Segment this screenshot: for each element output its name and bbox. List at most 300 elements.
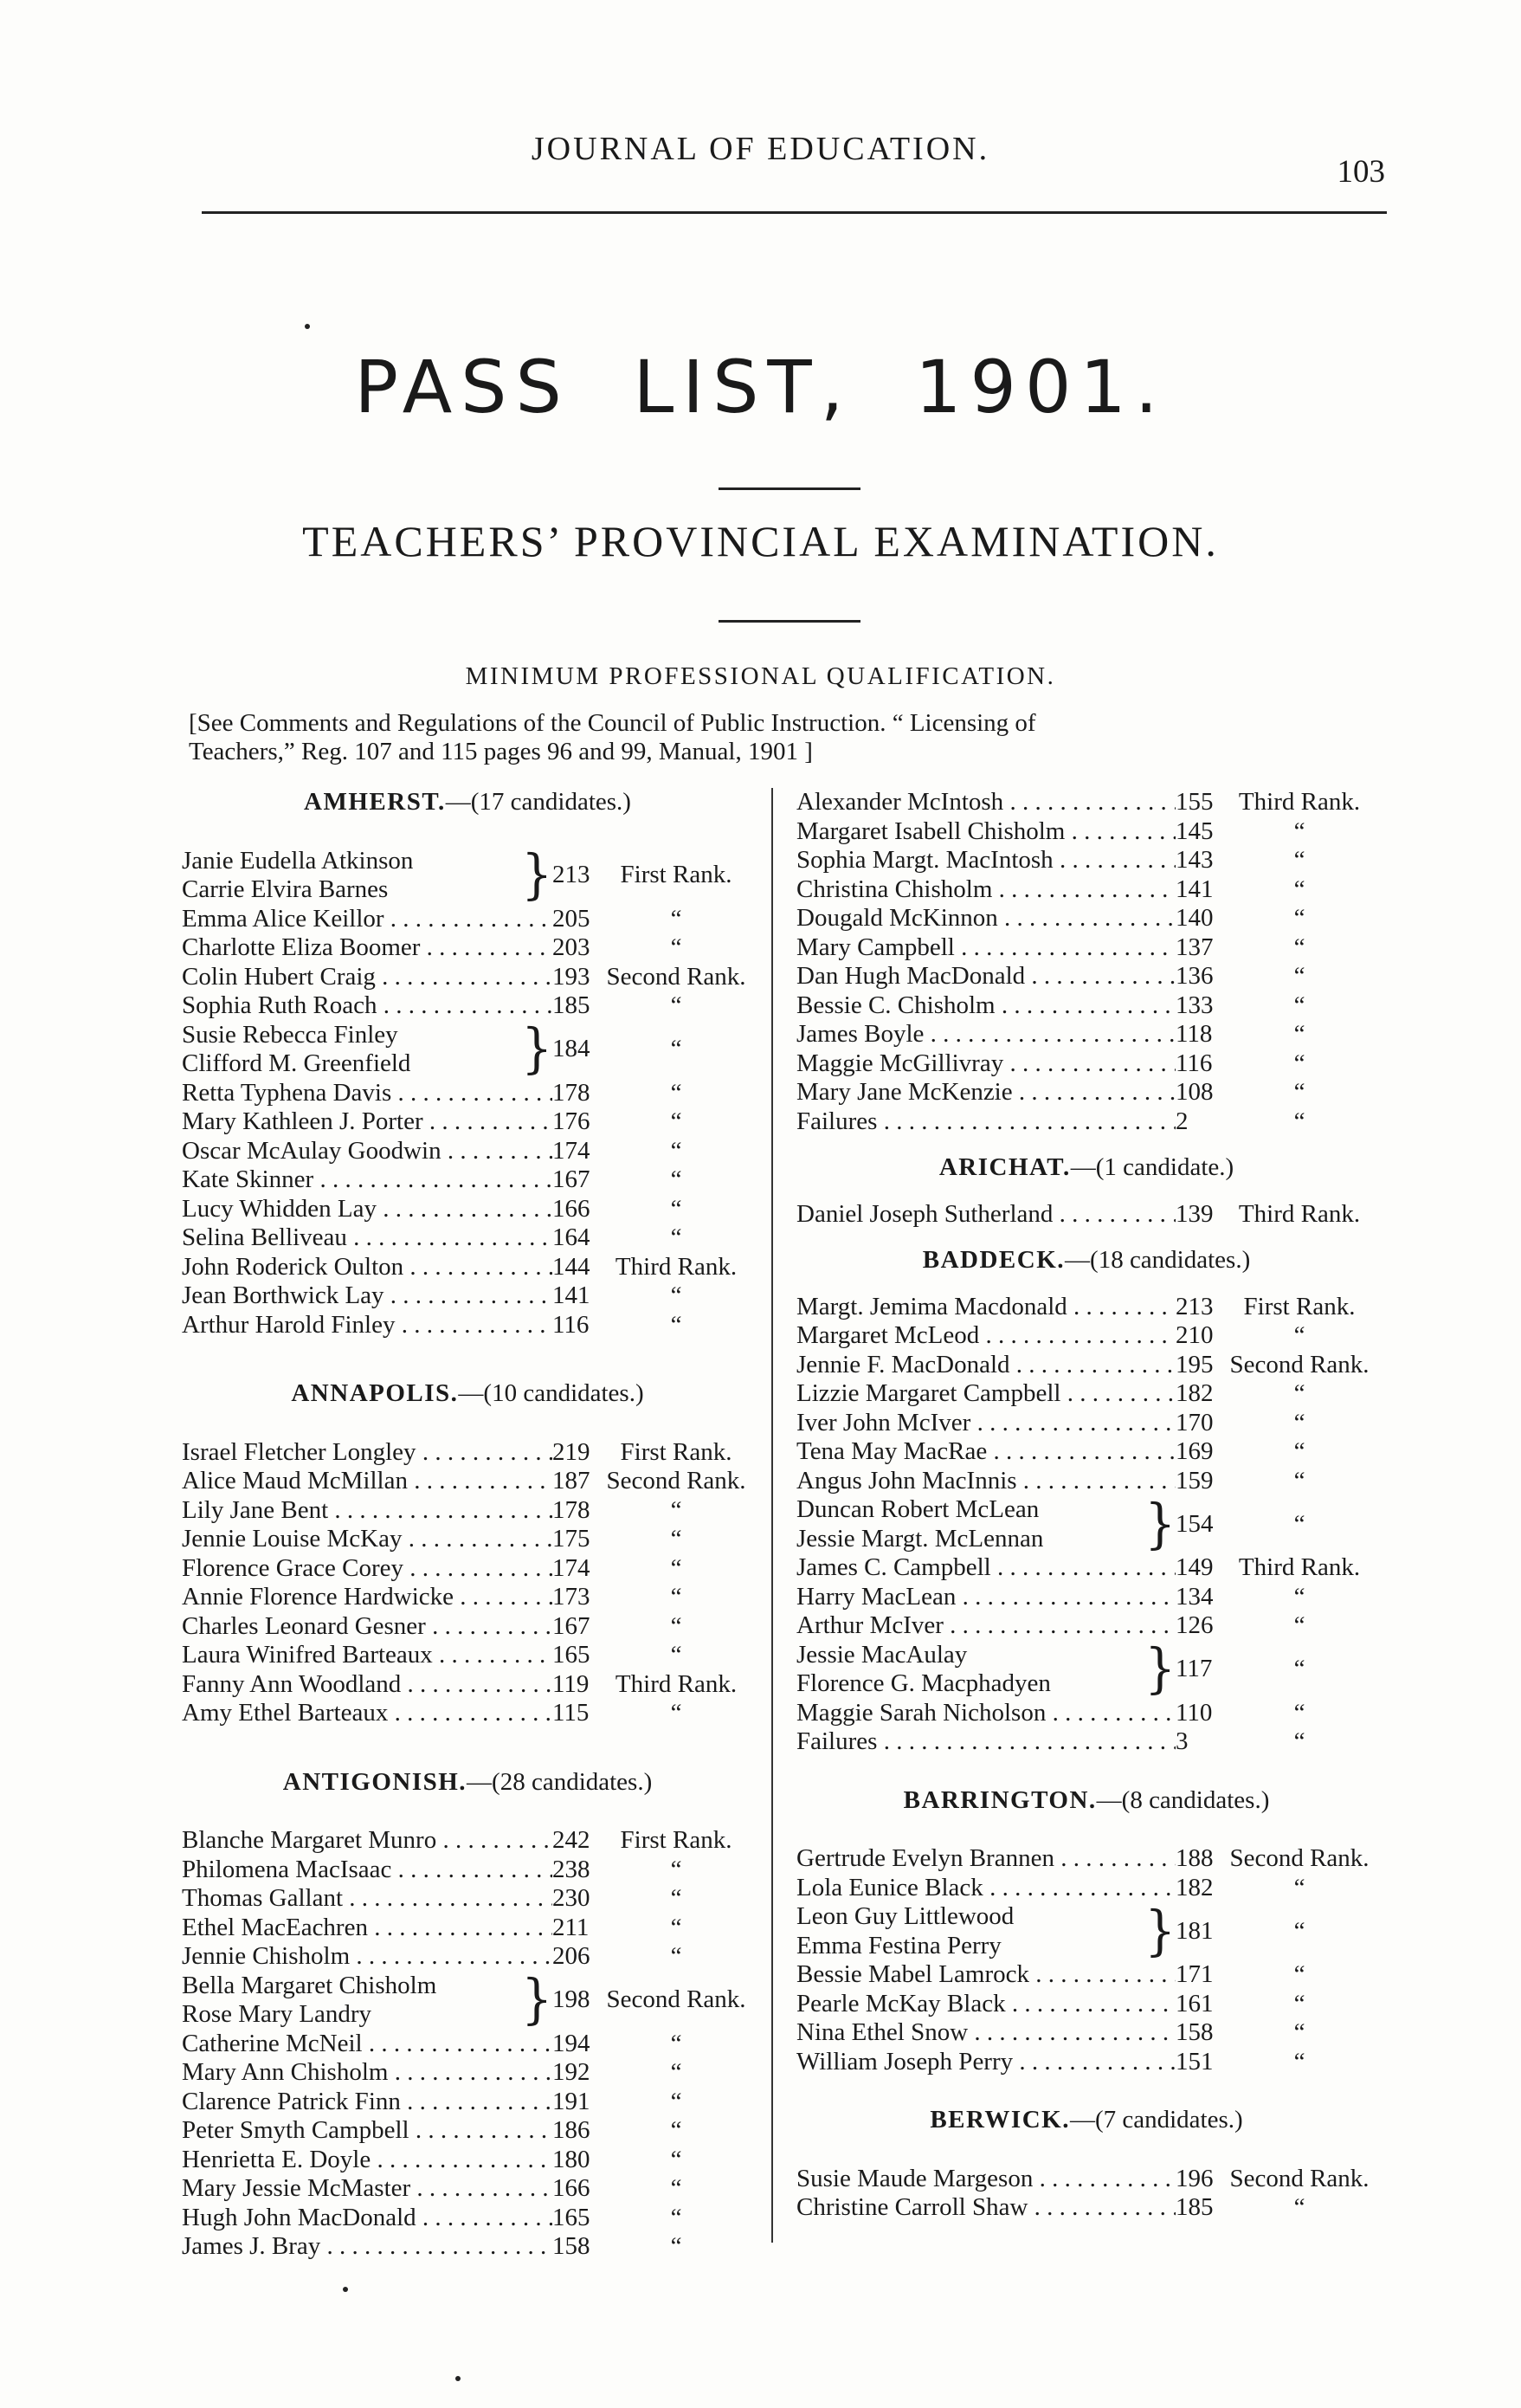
- rank: “: [670, 1136, 682, 1165]
- candidate-row: [182, 1107, 753, 1137]
- candidate-name: Arthur McIver . . .: [796, 1611, 1176, 1641]
- rank: “: [1293, 2047, 1305, 2076]
- score: 238: [552, 1855, 590, 1883]
- score: 117: [1176, 1655, 1213, 1683]
- score: 175: [552, 1525, 590, 1553]
- candidate-name: Lucy Whidden Lay . . .: [182, 1195, 552, 1224]
- candidate-name: Iver John McIver . . .: [796, 1409, 1176, 1438]
- district-count: —(8 candidates.): [1096, 1785, 1270, 1814]
- district-name: BADDECK.: [922, 1246, 1066, 1274]
- score: 116: [552, 1310, 590, 1339]
- rank: “: [670, 1310, 682, 1339]
- rank: “: [1293, 1916, 1305, 1945]
- candidate-name: Christina Chisholm . . .: [796, 875, 1176, 905]
- candidate-name: Harry MacLean . . .: [796, 1583, 1176, 1612]
- score: 134: [1176, 1582, 1214, 1611]
- candidate-name: Bessie C. Chisholm . . .: [796, 991, 1176, 1021]
- candidate-row: [182, 1914, 753, 1943]
- rank: “: [670, 2174, 682, 2202]
- district-heading-annapolis: [182, 1379, 753, 1409]
- candidate-name: Florence Grace Corey . . .: [182, 1554, 552, 1584]
- candidate-row: [796, 962, 1376, 991]
- failures-label: Failures . . .: [796, 1107, 1176, 1137]
- rank: “: [670, 2116, 682, 2144]
- rank: “: [1293, 875, 1305, 903]
- candidate-name: Amy Ethel Barteaux . . .: [182, 1699, 552, 1728]
- rank: Second Rank.: [606, 1985, 746, 2014]
- score: 151: [1176, 2047, 1214, 2076]
- rank: “: [670, 1223, 682, 1251]
- rank: “: [670, 1165, 682, 1193]
- candidate-name: Bessie Mabel Lamrock . . .: [796, 1960, 1176, 1990]
- candidate-name: Leon Guy Littlewood: [796, 1902, 1015, 1930]
- score: 185: [552, 991, 590, 1019]
- candidate-row: [796, 1467, 1376, 1496]
- score: 164: [552, 1223, 590, 1251]
- rank: “: [1293, 1078, 1305, 1106]
- candidate-row: [796, 2193, 1376, 2223]
- candidate-row: [182, 1079, 753, 1108]
- candidate-row: [182, 933, 753, 963]
- rank: “: [1293, 1379, 1305, 1407]
- candidate-name: Sophia Margt. MacIntosh . . .: [796, 846, 1176, 875]
- print-speck: [305, 324, 310, 329]
- rank: “: [1293, 1466, 1305, 1495]
- score: 118: [1176, 1020, 1213, 1048]
- candidate-name: Annie Florence Hardwicke . . .: [182, 1583, 552, 1612]
- rank: “: [670, 1035, 682, 1063]
- district-heading-berwick: [796, 2106, 1376, 2135]
- candidate-row: [182, 1856, 753, 1885]
- candidate-name: Lily Jane Bent . . .: [182, 1496, 552, 1526]
- candidate-row: [796, 1583, 1376, 1612]
- score: 145: [1176, 817, 1214, 845]
- candidate-name: James Boyle . . .: [796, 1020, 1176, 1049]
- district-heading-antigonish: [182, 1768, 753, 1798]
- candidate-row: [182, 2088, 753, 2117]
- candidate-name: Dan Hugh MacDonald . . .: [796, 962, 1176, 991]
- candidate-row: [182, 1612, 753, 1642]
- rank: “: [1293, 1437, 1305, 1465]
- rank: “: [1293, 1960, 1305, 1988]
- candidate-name: Susie Maude Margeson . . .: [796, 2165, 1176, 2194]
- rank: “: [670, 2029, 682, 2057]
- rank: “: [670, 1525, 682, 1553]
- rank: “: [1293, 1408, 1305, 1436]
- rank: “: [670, 2058, 682, 2086]
- score: 178: [552, 1495, 590, 1524]
- rank: Second Rank.: [606, 962, 746, 991]
- rank: First Rank.: [620, 1826, 732, 1854]
- tied-entry: [182, 1017, 753, 1081]
- candidate-name: Gertrude Evelyn Brannen . . .: [796, 1844, 1176, 1874]
- candidate-name: Henrietta E. Doyle . . .: [182, 2146, 552, 2175]
- rank: “: [670, 1495, 682, 1524]
- candidate-row: [796, 1078, 1376, 1107]
- tied-entry: [182, 843, 753, 907]
- candidate-name: William Joseph Perry . . .: [796, 2048, 1176, 2077]
- candidate-row: [182, 2204, 753, 2233]
- score: 173: [552, 1583, 590, 1611]
- rank: “: [670, 904, 682, 933]
- candidate-name: Clarence Patrick Finn . . .: [182, 2088, 552, 2117]
- failures-label: Failures . . .: [796, 1727, 1176, 1757]
- rank: Third Rank.: [615, 1669, 738, 1698]
- candidate-name: Arthur Harold Finley . . .: [182, 1311, 552, 1340]
- rank: “: [670, 933, 682, 961]
- column-divider: [771, 788, 773, 2243]
- candidate-name: Susie Rebecca Finley: [182, 1020, 398, 1049]
- candidate-name: Charlotte Eliza Boomer . . .: [182, 933, 552, 963]
- left-column: [182, 788, 753, 2262]
- score: 141: [552, 1281, 590, 1309]
- district-count: —(10 candidates.): [458, 1379, 644, 1407]
- candidate-row: [182, 1583, 753, 1612]
- candidate-name: Florence G. Macphadyen: [796, 1669, 1051, 1697]
- candidate-name: Jessie MacAulay: [796, 1640, 968, 1669]
- brace-icon: }: [521, 1968, 552, 2031]
- candidate-row: [182, 905, 753, 934]
- candidate-row: [796, 1379, 1376, 1409]
- rank: “: [1293, 1655, 1305, 1683]
- score: 110: [1176, 1698, 1213, 1727]
- district-name: ANTIGONISH.: [282, 1767, 467, 1796]
- score: 184: [552, 1035, 590, 1063]
- failures-count: 3: [1176, 1727, 1189, 1755]
- rank: First Rank.: [620, 861, 732, 889]
- candidate-row: [182, 1942, 753, 1972]
- candidate-row: [796, 1960, 1376, 1990]
- candidate-row: [796, 1437, 1376, 1467]
- score: 165: [552, 2203, 590, 2231]
- score: 194: [552, 2029, 590, 2057]
- candidate-row: [182, 1195, 753, 1224]
- score: 213: [1176, 1292, 1214, 1320]
- candidate-row: [182, 1496, 753, 1526]
- candidate-name: Kate Skinner . . .: [182, 1165, 552, 1195]
- rank: “: [1293, 991, 1305, 1019]
- district-name: AMHERST.: [304, 788, 446, 816]
- score: 108: [1176, 1078, 1214, 1106]
- rank: Second Rank.: [1229, 2164, 1370, 2192]
- score: 174: [552, 1136, 590, 1165]
- candidate-row: [796, 1699, 1376, 1728]
- candidate-row: [182, 2146, 753, 2175]
- candidate-row: [796, 2018, 1376, 2048]
- candidate-name: Pearle McKay Black . . .: [796, 1990, 1176, 2019]
- candidate-name: Sophia Ruth Roach . . .: [182, 991, 552, 1021]
- district-count: —(17 candidates.): [445, 788, 631, 816]
- score: 174: [552, 1553, 590, 1582]
- rank: “: [1293, 1107, 1305, 1135]
- candidate-row: [182, 1165, 753, 1195]
- candidate-name: Daniel Joseph Sutherland . . .: [796, 1200, 1176, 1230]
- score: 140: [1176, 904, 1214, 932]
- brace-icon: }: [1144, 1493, 1176, 1555]
- rank: Second Rank.: [606, 1467, 746, 1495]
- candidate-name: Jean Borthwick Lay . . .: [182, 1281, 552, 1311]
- rank: “: [1293, 1727, 1305, 1755]
- district-heading-amherst: [182, 788, 753, 817]
- rank: “: [1293, 1509, 1305, 1538]
- title-rule: [719, 487, 860, 490]
- score: 187: [552, 1467, 590, 1495]
- candidate-row: [182, 1223, 753, 1253]
- candidate-row: [182, 2030, 753, 2059]
- score: 185: [1176, 2193, 1214, 2221]
- score: 191: [552, 2087, 590, 2115]
- candidate-name: Laura Winifred Barteaux . . .: [182, 1641, 552, 1670]
- candidate-name: Mary Campbell . . .: [796, 933, 1176, 963]
- rank: “: [1293, 1020, 1305, 1048]
- rank: “: [1293, 1698, 1305, 1727]
- candidate-row: [182, 1525, 753, 1554]
- rank: “: [1293, 2018, 1305, 2046]
- score: 144: [552, 1252, 590, 1281]
- subtitle-rule: [719, 620, 860, 623]
- candidate-name: Ethel MacEachren . . .: [182, 1914, 552, 1943]
- candidate-name: Dougald McKinnon . . .: [796, 904, 1176, 933]
- rank: “: [670, 2203, 682, 2231]
- score: 210: [1176, 1321, 1214, 1349]
- rank: “: [1293, 2193, 1305, 2221]
- candidate-row: [182, 1641, 753, 1670]
- candidate-name: Jessie Margt. McLennan: [796, 1524, 1044, 1553]
- score: 205: [552, 904, 590, 933]
- candidate-row: [796, 1844, 1376, 1874]
- candidate-row: [796, 991, 1376, 1021]
- score: 178: [552, 1078, 590, 1107]
- score: 198: [552, 1985, 590, 2014]
- candidate-name: Nina Ethel Snow . . .: [796, 2018, 1176, 2048]
- district-heading-baddeck: [796, 1246, 1376, 1275]
- candidate-row: [182, 1137, 753, 1166]
- candidate-name: Philomena MacIsaac . . .: [182, 1856, 552, 1885]
- score: 171: [1176, 1960, 1214, 1988]
- candidate-name: Israel Fletcher Longley . . .: [182, 1438, 552, 1468]
- district-heading-arichat: [796, 1153, 1376, 1183]
- brace-icon: }: [521, 1017, 552, 1081]
- candidate-name: Rose Mary Landry: [182, 2000, 372, 2028]
- failures-row: [796, 1727, 1376, 1757]
- score: 119: [552, 1669, 590, 1698]
- candidate-row: [796, 875, 1376, 905]
- candidate-row: [796, 846, 1376, 875]
- tied-entry: [182, 1968, 753, 2031]
- candidate-name: Duncan Robert McLean: [796, 1495, 1040, 1523]
- score: 133: [1176, 991, 1214, 1019]
- rank: “: [670, 2087, 682, 2115]
- candidate-name: Thomas Gallant . . .: [182, 1884, 552, 1914]
- score: 158: [552, 2232, 590, 2260]
- score: 193: [552, 962, 590, 991]
- tied-entry: [796, 1495, 1376, 1553]
- score: 155: [1176, 788, 1214, 816]
- score: 203: [552, 933, 590, 961]
- candidate-row: [796, 1200, 1376, 1230]
- candidate-name: Tena May MacRae . . .: [796, 1437, 1176, 1467]
- score: 166: [552, 1194, 590, 1223]
- score: 213: [552, 861, 590, 889]
- subtitle: TEACHERS’ PROVINCIAL EXAMINATION.: [302, 517, 1219, 565]
- score: 141: [1176, 875, 1214, 903]
- score: 143: [1176, 846, 1214, 874]
- rank: Third Rank.: [1238, 788, 1361, 816]
- rank: “: [670, 991, 682, 1019]
- page-number: 103: [1337, 154, 1385, 190]
- rank: First Rank.: [1243, 1292, 1356, 1320]
- tied-entry: [796, 1902, 1376, 1960]
- rank: “: [1293, 1989, 1305, 2017]
- regulations-note: [189, 709, 1383, 766]
- candidate-row: [182, 1281, 753, 1311]
- candidate-row: [796, 2165, 1376, 2194]
- score: 211: [552, 1913, 590, 1941]
- candidate-name: Alice Maud McMillan . . .: [182, 1467, 552, 1496]
- header-rule: [202, 211, 1387, 214]
- district-count: —(18 candidates.): [1065, 1246, 1251, 1274]
- candidate-name: Lola Eunice Black . . .: [796, 1874, 1176, 1903]
- score: 136: [1176, 962, 1214, 990]
- candidate-name: Mary Kathleen J. Porter . . .: [182, 1107, 552, 1137]
- candidate-name: Margaret McLeod . . .: [796, 1321, 1176, 1351]
- rank: “: [670, 1641, 682, 1669]
- candidate-name: Blanche Margaret Munro . . .: [182, 1826, 552, 1856]
- candidate-row: [796, 1874, 1376, 1903]
- rank: “: [670, 1913, 682, 1941]
- candidate-name: Peter Smyth Campbell . . .: [182, 2116, 552, 2146]
- candidate-name: Hugh John MacDonald . . .: [182, 2204, 552, 2233]
- rank: “: [1293, 962, 1305, 990]
- candidate-name: Margaret Isabell Chisholm . . .: [796, 817, 1176, 847]
- rank: Third Rank.: [615, 1252, 738, 1281]
- rank: “: [1293, 1611, 1305, 1639]
- rank: “: [670, 1281, 682, 1309]
- score: 182: [1176, 1873, 1214, 1901]
- candidate-name: James J. Bray . . .: [182, 2232, 552, 2262]
- brace-icon: }: [521, 843, 552, 907]
- note-line: [See Comments and Regulations of the Council of Public Instruction. “ Licensing of: [189, 709, 1036, 737]
- score: 161: [1176, 1989, 1214, 2017]
- score: 170: [1176, 1408, 1214, 1436]
- candidate-row: [182, 2232, 753, 2262]
- rank: “: [670, 1611, 682, 1640]
- rank: “: [1293, 1873, 1305, 1901]
- score: 126: [1176, 1611, 1214, 1639]
- candidate-row: [796, 1611, 1376, 1641]
- candidate-row: [182, 1670, 753, 1700]
- rank: “: [670, 1107, 682, 1135]
- score: 154: [1176, 1509, 1214, 1538]
- score: 192: [552, 2058, 590, 2086]
- candidate-name: Jennie Louise McKay . . .: [182, 1525, 552, 1554]
- rank: “: [1293, 817, 1305, 845]
- score: 115: [552, 1699, 590, 1727]
- rank: “: [670, 2145, 682, 2173]
- candidate-name: Emma Festina Perry: [796, 1931, 1002, 1959]
- district-heading-barrington: [796, 1786, 1376, 1816]
- score: 186: [552, 2116, 590, 2144]
- candidate-name: Alexander McIntosh . . .: [796, 788, 1176, 817]
- rank: “: [670, 1194, 682, 1223]
- candidate-name: Clifford M. Greenfield: [182, 1049, 411, 1077]
- tied-entry: [796, 1637, 1376, 1701]
- brace-icon: }: [1144, 1637, 1176, 1701]
- score: 158: [1176, 2018, 1214, 2046]
- district-count: —(28 candidates.): [467, 1767, 653, 1796]
- failures-count: 2: [1176, 1107, 1189, 1135]
- candidate-name: Carrie Elvira Barnes: [182, 875, 389, 903]
- score: 176: [552, 1107, 590, 1135]
- district-name: ARICHAT.: [938, 1153, 1071, 1181]
- candidate-name: Jennie Chisholm . . .: [182, 1942, 552, 1972]
- candidate-name: Mary Ann Chisholm . . .: [182, 2058, 552, 2088]
- running-head: JOURNAL OF EDUCATION.: [531, 131, 990, 167]
- candidate-name: James C. Campbell . . .: [796, 1553, 1176, 1583]
- candidate-row: [796, 2048, 1376, 2077]
- candidate-row: [182, 1438, 753, 1468]
- candidate-name: Margt. Jemima Macdonald . . .: [796, 1293, 1176, 1322]
- candidate-name: Retta Typhena Davis . . .: [182, 1079, 552, 1108]
- score: 116: [1176, 1049, 1213, 1077]
- rank: “: [670, 1553, 682, 1582]
- candidate-row: [182, 991, 753, 1021]
- rank: “: [1293, 933, 1305, 961]
- rank: “: [1293, 1049, 1305, 1077]
- candidate-row: [796, 1553, 1376, 1583]
- rank: Second Rank.: [1229, 1350, 1370, 1378]
- candidate-row: [796, 1049, 1376, 1079]
- score: 182: [1176, 1379, 1214, 1407]
- candidate-name: Mary Jane McKenzie . . .: [796, 1078, 1176, 1107]
- candidate-row: [796, 1409, 1376, 1438]
- score: 196: [1176, 2164, 1214, 2192]
- rank: “: [670, 1583, 682, 1611]
- candidate-name: Jennie F. MacDonald . . .: [796, 1351, 1176, 1380]
- rank: “: [670, 1855, 682, 1883]
- candidate-row: [182, 1699, 753, 1728]
- rank: Third Rank.: [1238, 1553, 1361, 1581]
- district-name: BERWICK.: [930, 2106, 1070, 2134]
- score: 165: [552, 1641, 590, 1669]
- district-name: BARRINGTON.: [903, 1785, 1097, 1814]
- candidate-name: Janie Eudella Atkinson: [182, 846, 414, 875]
- print-speck: [455, 2376, 461, 2381]
- score: 149: [1176, 1553, 1214, 1581]
- candidate-name: Bella Margaret Chisholm: [182, 1971, 437, 1999]
- rank: First Rank.: [620, 1437, 732, 1466]
- score: 139: [1176, 1199, 1214, 1228]
- score: 169: [1176, 1437, 1214, 1465]
- right-column: [796, 788, 1376, 2223]
- score: 206: [552, 1942, 590, 1970]
- candidate-name: John Roderick Oulton . . .: [182, 1253, 552, 1282]
- candidate-row: [182, 1311, 753, 1340]
- candidate-name: Maggie McGillivray . . .: [796, 1049, 1176, 1079]
- candidate-name: Maggie Sarah Nicholson . . .: [796, 1699, 1176, 1728]
- candidate-row: [182, 1253, 753, 1282]
- candidate-row: [796, 1293, 1376, 1322]
- candidate-name: Colin Hubert Craig . . .: [182, 963, 552, 992]
- score: 159: [1176, 1466, 1214, 1495]
- candidate-row: [796, 1321, 1376, 1351]
- candidate-name: Selina Belliveau . . .: [182, 1223, 552, 1253]
- candidate-row: [796, 933, 1376, 963]
- district-count: —(7 candidates.): [1069, 2106, 1243, 2134]
- candidate-row: [182, 2174, 753, 2204]
- rank: “: [670, 1884, 682, 1912]
- score: 195: [1176, 1350, 1214, 1378]
